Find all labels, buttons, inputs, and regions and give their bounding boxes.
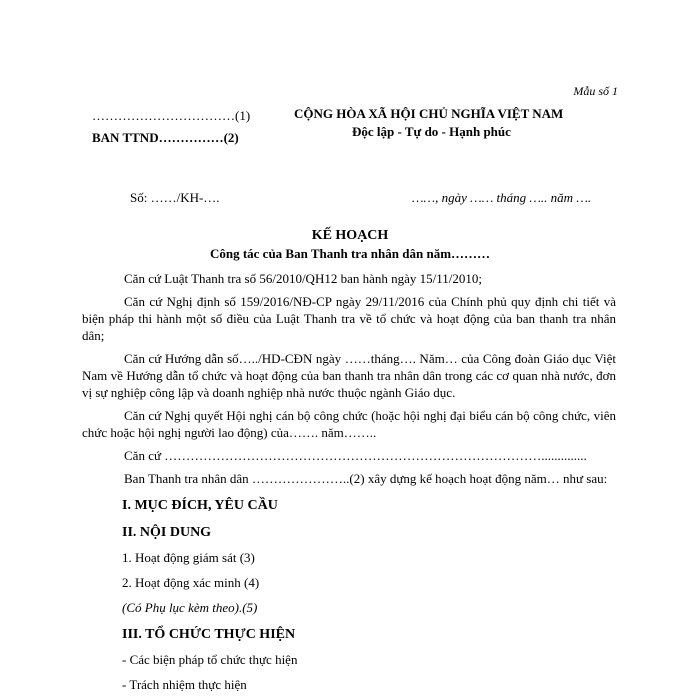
section-heading: III. TỔ CHỨC THỰC HIỆN bbox=[122, 627, 296, 642]
organization-line: ……………………………(1) bbox=[92, 108, 251, 123]
legal-basis-paragraph: Căn cứ …………………………………………………………………………….............. bbox=[124, 448, 587, 463]
document-title: KẾ HOẠCH bbox=[311, 228, 389, 243]
intro-paragraph: Ban Thanh tra nhân dân …………………..(2) xây dựng kế hoạch hoạt động năm… như sau: bbox=[124, 471, 608, 486]
implementation-item: - Các biện pháp tổ chức thực hiện bbox=[122, 652, 298, 667]
appendix-note: (Có Phụ lục kèm theo).(5) bbox=[122, 600, 258, 615]
document-subtitle: Công tác của Ban Thanh tra nhân dân năm……… bbox=[209, 246, 491, 261]
section-heading: I. MỤC ĐÍCH, YÊU CẦU bbox=[122, 498, 278, 513]
document-number: Số: ……/KH-…. bbox=[130, 190, 220, 205]
content-item: 1. Hoạt động giám sát (3) bbox=[122, 550, 255, 565]
legal-basis-paragraph: Căn cứ Nghị định số 159/2016/NĐ-CP ngày 29/11/2016 của Chính phủ quy định chi tiết và biện pháp thi hành một số điều của Luật Thanh tra về tổ chức và hoạt động của ban thanh tra nhân dân; bbox=[82, 294, 616, 343]
section-heading: II. NỘI DUNG bbox=[122, 525, 212, 540]
national-title: CỘNG HÒA XÃ HỘI CHỦ NGHĨA VIỆT NAM bbox=[294, 106, 564, 121]
board-name-line: BAN TTND……………(2) bbox=[92, 130, 239, 145]
content-item: 2. Hoạt động xác minh (4) bbox=[122, 575, 260, 590]
legal-basis-paragraph: Căn cứ Nghị quyết Hội nghị cán bộ công chức (hoặc hội nghị đại biểu cán bộ công chức, viên chức hoặc hội nghị người lao động) của……. năm…….. bbox=[82, 408, 616, 440]
legal-basis-paragraph: Căn cứ Luật Thanh tra số 56/2010/QH12 ban hành ngày 15/11/2010; bbox=[124, 271, 482, 286]
date-line: ……, ngày …… tháng ….. năm …. bbox=[412, 190, 592, 205]
document-body bbox=[82, 270, 616, 693]
legal-basis-paragraph: Căn cứ Hướng dẫn số…../HD-CĐN ngày ……tháng…. Năm… của Công đoàn Giáo dục Việt Nam về Hướng dẫn tổ chức và hoạt động của ban thanh tra nhân dân trong các cơ quan nhà nước, đơn vị sự nghiệp công lập và doanh nghiệp nhà nước thuộc ngành Giáo dục. bbox=[82, 351, 616, 400]
form-number: Mẫu số 1 bbox=[573, 84, 618, 98]
implementation-item: - Trách nhiệm thực hiện bbox=[122, 677, 247, 692]
national-motto: Độc lập - Tự do - Hạnh phúc bbox=[352, 124, 511, 139]
